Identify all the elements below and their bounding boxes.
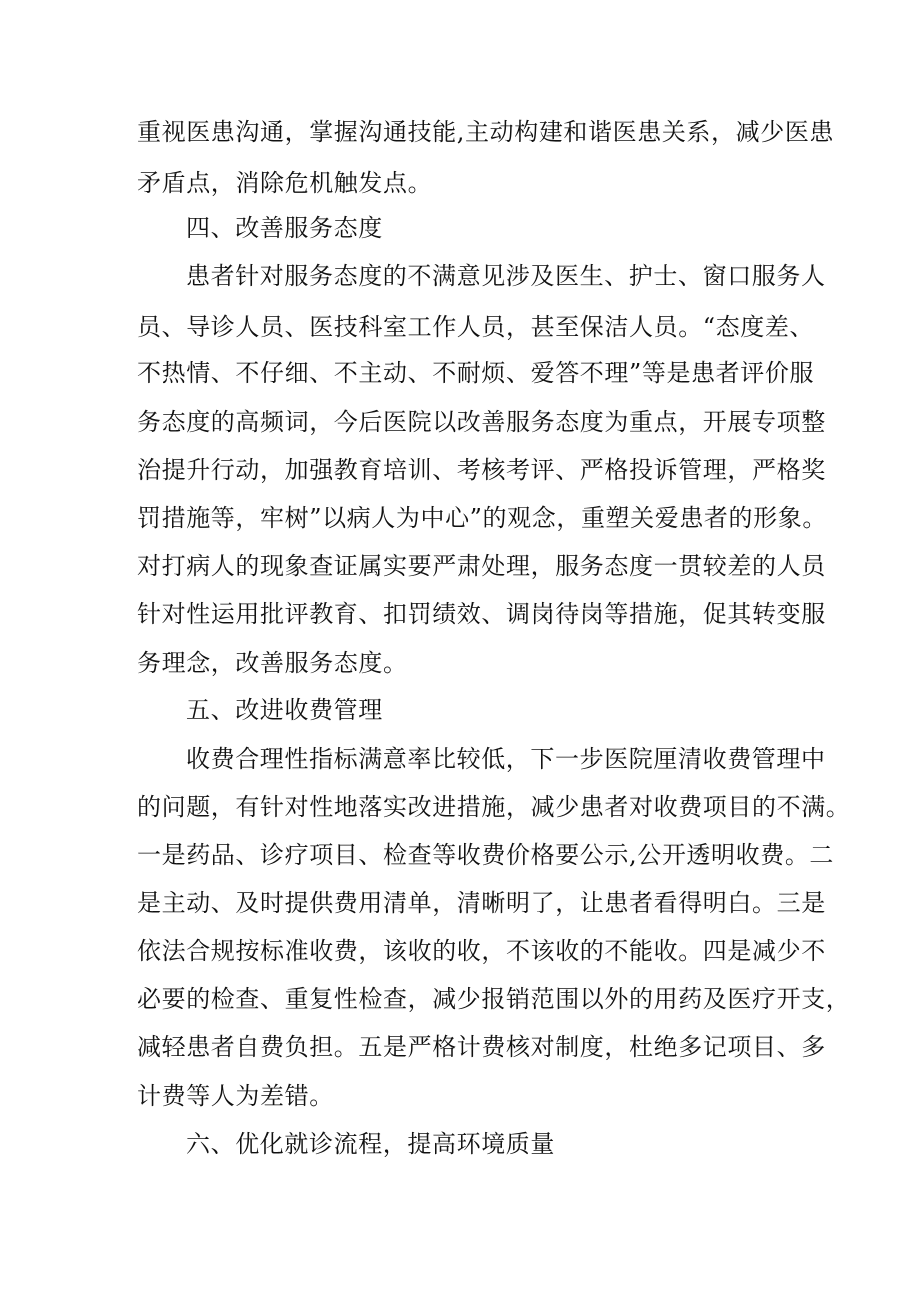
text-line: 罚措施等，牢树”以病人为中心”的观念，重塑关爱患者的形象。 <box>137 504 827 532</box>
text-line: 减轻患者自费负担。五是严格计费核对制度，杜绝多记项目、多 <box>137 1033 826 1061</box>
section-heading: 四、改善服务态度 <box>186 214 383 242</box>
text-line: 员、导诊人员、医技科室工作人员，甚至保洁人员。“态度差、 <box>137 313 815 341</box>
text-line: 对打病人的现象查证属实要严肃处理，服务态度一贯较差的人员 <box>137 552 826 580</box>
section-heading: 五、改进收费管理 <box>186 696 383 724</box>
text-line: 务理念，改善服务态度。 <box>137 649 408 677</box>
text-line: 一是药品、诊疗项目、检查等收费价格要公示,公开透明收费。二 <box>137 841 835 869</box>
text-line: 依法合规按标准收费，该收的收，不该收的不能收。四是减少不 <box>137 937 826 965</box>
text-line: 矛盾点，消除危机触发点。 <box>137 169 433 197</box>
text-line: 的问题，有针对性地落实改进措施，减少患者对收费项目的不满。 <box>137 793 851 821</box>
section-heading: 六、优化就诊流程，提高环境质量 <box>186 1130 555 1158</box>
text-line: 患者针对服务态度的不满意见涉及医生、护士、窗口服务人 <box>186 262 826 290</box>
text-line: 重视医患沟通，掌握沟通技能,主动构建和谐医患关系，减少医患 <box>137 118 835 146</box>
text-line: 必要的检查、重复性检查，减少报销范围以外的用药及医疗开支， <box>137 985 851 1013</box>
text-line: 不热情、不仔细、不主动、不耐烦、爱答不理”等是患者评价服 <box>137 359 815 387</box>
text-line: 务态度的高频词，今后医院以改善服务态度为重点，开展专项整 <box>137 408 826 436</box>
text-line: 收费合理性指标满意率比较低，下一步医院厘清收费管理中 <box>186 745 826 773</box>
text-line: 治提升行动，加强教育培训、考核考评、严格投诉管理，严格奖 <box>137 456 826 484</box>
text-line: 是主动、及时提供费用清单，清晰明了，让患者看得明白。三是 <box>137 889 826 917</box>
text-line: 针对性运用批评教育、扣罚绩效、调岗待岗等措施，促其转变服 <box>137 600 826 628</box>
text-line: 计费等人为差错。 <box>137 1082 334 1110</box>
